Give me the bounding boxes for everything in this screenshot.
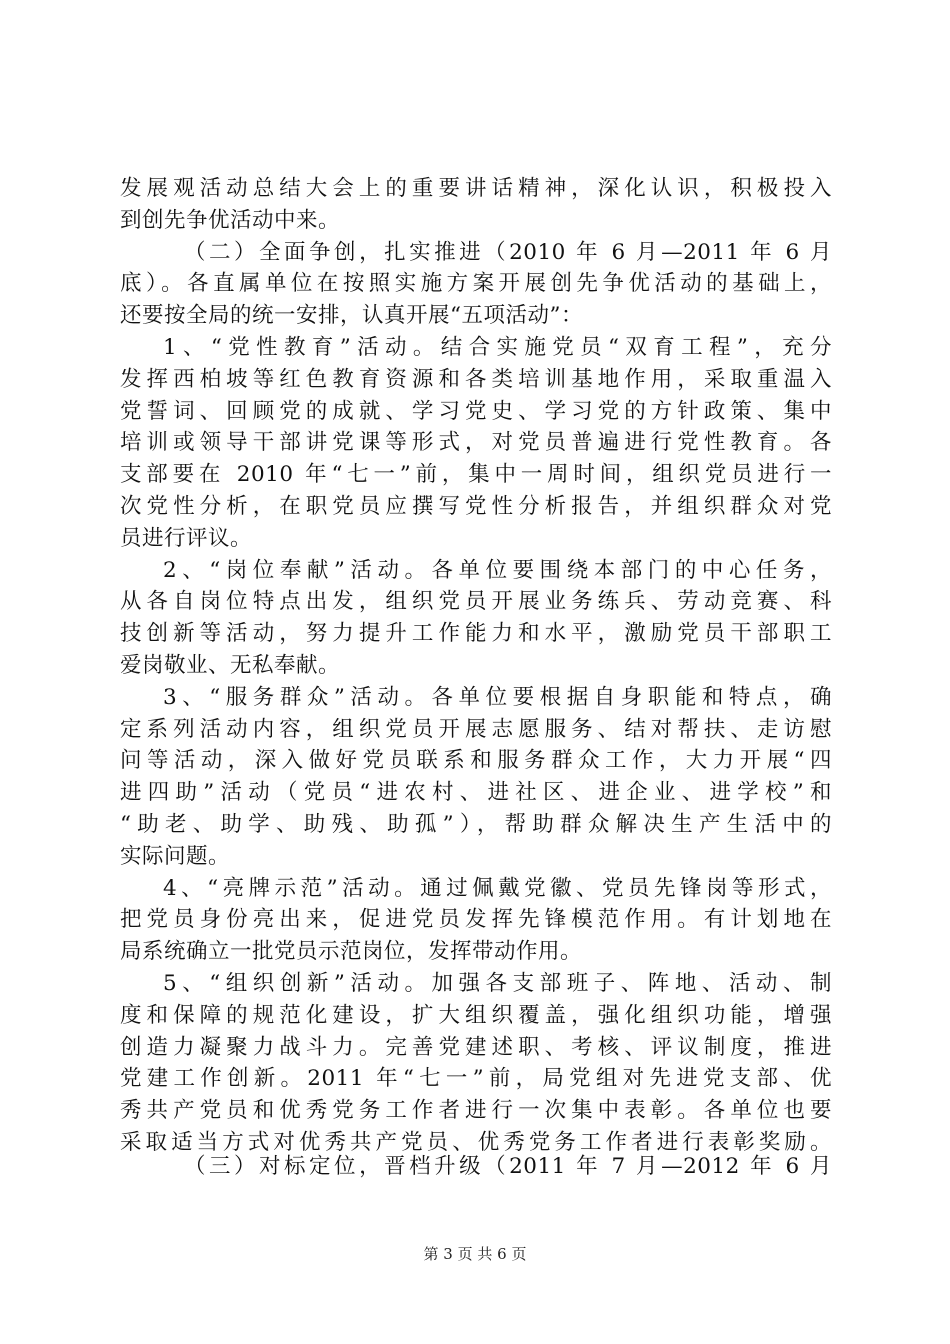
text-line: 5、“组织创新”活动。加强各支部班子、阵地、活动、制 [163, 970, 832, 996]
text-line: 进四助”活动（党员“进农村、进社区、进企业、进学校”和 [120, 780, 832, 806]
text-line: 问等活动，深入做好党员联系和服务群众工作，大力开展“四 [120, 748, 832, 774]
text-line: 2、“岗位奉献”活动。各单位要围绕本部门的中心任务， [163, 557, 832, 583]
text-line: 实际问题。 [120, 843, 231, 869]
text-line: 发挥西柏坡等红色教育资源和各类培训基地作用，采取重温入 [120, 366, 832, 392]
text-line: 发展观活动总结大会上的重要讲话精神，深化认识，积极投入 [120, 176, 832, 201]
text-line: 技创新等活动，努力提升工作能力和水平，激励党员干部职工 [120, 621, 832, 647]
text-line: 爱岗敬业、无私奉献。 [120, 652, 341, 678]
text-line: 党誓词、回顾党的成就、学习党史、学习党的方针政策、集中 [120, 398, 832, 424]
text-line: 党建工作创新。2011 年“七一”前，局党组对先进党支部、优 [120, 1066, 832, 1092]
text-line: 次党性分析，在职党员应撰写党性分析报告，并组织群众对党 [120, 493, 832, 519]
text-line: 定系列活动内容，组织党员开展志愿服务、结对帮扶、走访慰 [120, 716, 832, 742]
text-line: 培训或领导干部讲党课等形式，对党员普遍进行党性教育。各 [120, 430, 832, 456]
text-line: 支部要在 2010 年“七一”前，集中一周时间，组织党员进行一 [120, 462, 832, 488]
text-line: 创造力凝聚力战斗力。完善党建述职、考核、评议制度，推进 [120, 1034, 832, 1060]
text-line: 底）。各直属单位在按照实施方案开展创先争优活动的基础上， [120, 271, 832, 297]
document-body [120, 173, 832, 1159]
page-footer: 第 3 页 共 6 页 [423, 1245, 527, 1263]
text-line: 秀共产党员和优秀党务工作者进行一次集中表彰。各单位也要 [120, 1098, 832, 1124]
text-line: 3、“服务群众”活动。各单位要根据自身职能和特点，确 [163, 684, 832, 710]
text-line: 度和保障的规范化建设，扩大组织覆盖，强化组织功能，增强 [120, 1002, 832, 1028]
text-line: “助老、助学、助残、助孤”），帮助群众解决生产生活中的 [120, 811, 832, 837]
text-line: 员进行评议。 [120, 525, 253, 551]
text-line: 1、“党性教育”活动。结合实施党员“双育工程”，充分 [163, 334, 832, 360]
text-line: 采取适当方式对优秀共产党员、优秀党务工作者进行表彰奖励。 [120, 1129, 832, 1155]
text-line: 局系统确立一批党员示范岗位，发挥带动作用。 [120, 939, 583, 965]
text-line: 到创先争优活动中来。 [120, 207, 341, 233]
section-three-heading: （三）对标定位，晋档升级（2011 年 7 月—2012 年 6 月 [184, 1154, 832, 1179]
text-line: （二）全面争创，扎实推进（2010 年 6 月—2011 年 6 月 [184, 239, 832, 265]
text-line: 把党员身份亮出来，促进党员发挥先锋模范作用。有计划地在 [120, 907, 832, 933]
text-line: 4、“亮牌示范”活动。通过佩戴党徽、党员先锋岗等形式， [163, 875, 832, 901]
text-line: 从各自岗位特点出发，组织党员开展业务练兵、劳动竞赛、科 [120, 589, 832, 615]
text-line: 还要按全局的统一安排，认真开展“五项活动”： [120, 303, 583, 329]
